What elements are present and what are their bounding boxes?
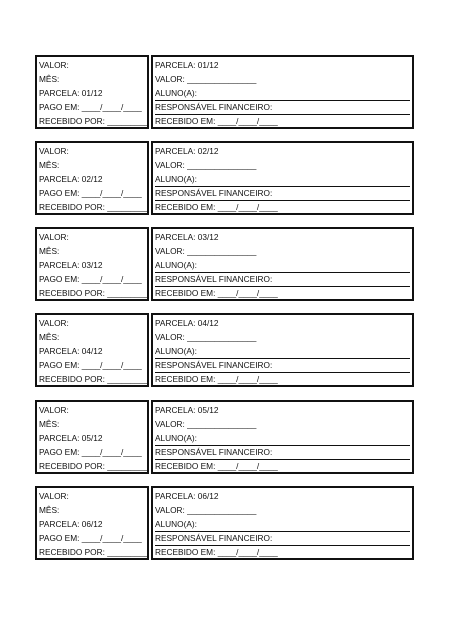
receipt-recebido-em-field: RECEBIDO EM: ____/____/____ [155, 374, 278, 384]
stub-mes-label: MÊS: [39, 419, 60, 429]
stub-recebido-por-field: RECEBIDO POR: _________ [39, 374, 149, 384]
stub-recebido-por-field: RECEBIDO POR: _________ [39, 461, 149, 471]
payment-slip [35, 400, 414, 474]
slip-receipt [151, 400, 414, 474]
receipt-parcela-label: PARCELA: 04/12 [155, 318, 219, 328]
receipt-aluno-field: ALUNO(A): [155, 258, 410, 273]
stub-pago-em-field: PAGO EM: ____/____/____ [39, 533, 142, 543]
stub-mes-label: MÊS: [39, 74, 60, 84]
receipt-valor-field: VALOR: _______________ [155, 419, 257, 429]
receipt-responsavel-field: RESPONSÁVEL FINANCEIRO: [155, 272, 410, 287]
payment-slip [35, 227, 414, 301]
receipt-parcela-label: PARCELA: 02/12 [155, 146, 219, 156]
receipt-responsavel-field: RESPONSÁVEL FINANCEIRO: [155, 531, 410, 546]
receipt-parcela-label: PARCELA: 01/12 [155, 60, 219, 70]
receipt-valor-field: VALOR: _______________ [155, 160, 257, 170]
stub-parcela-label: PARCELA: 03/12 [39, 260, 103, 270]
slip-receipt [151, 486, 414, 560]
receipt-responsavel-field: RESPONSÁVEL FINANCEIRO: [155, 186, 410, 201]
stub-valor-label: VALOR: [39, 491, 69, 501]
slip-stub [35, 227, 149, 301]
stub-pago-em-field: PAGO EM: ____/____/____ [39, 188, 142, 198]
receipt-recebido-em-field: RECEBIDO EM: ____/____/____ [155, 461, 278, 471]
slip-stub [35, 141, 149, 215]
receipt-responsavel-field: RESPONSÁVEL FINANCEIRO: [155, 445, 410, 460]
receipt-valor-field: VALOR: _______________ [155, 74, 257, 84]
receipt-parcela-label: PARCELA: 03/12 [155, 232, 219, 242]
payment-slip [35, 141, 414, 215]
receipt-aluno-field: ALUNO(A): [155, 86, 410, 101]
receipt-parcela-label: PARCELA: 05/12 [155, 405, 219, 415]
receipt-responsavel-field: RESPONSÁVEL FINANCEIRO: [155, 358, 410, 373]
stub-valor-label: VALOR: [39, 60, 69, 70]
stub-pago-em-field: PAGO EM: ____/____/____ [39, 274, 142, 284]
stub-recebido-por-field: RECEBIDO POR: _________ [39, 547, 149, 557]
slip-receipt [151, 227, 414, 301]
receipt-aluno-field: ALUNO(A): [155, 344, 410, 359]
slip-stub [35, 486, 149, 560]
slip-receipt [151, 313, 414, 387]
payment-slip [35, 486, 414, 560]
stub-parcela-label: PARCELA: 05/12 [39, 433, 103, 443]
receipt-aluno-field: ALUNO(A): [155, 431, 410, 446]
stub-valor-label: VALOR: [39, 146, 69, 156]
slip-stub [35, 400, 149, 474]
payment-slip [35, 313, 414, 387]
receipt-valor-field: VALOR: _______________ [155, 332, 257, 342]
stub-parcela-label: PARCELA: 01/12 [39, 88, 103, 98]
slip-receipt [151, 141, 414, 215]
receipt-parcela-label: PARCELA: 06/12 [155, 491, 219, 501]
stub-mes-label: MÊS: [39, 160, 60, 170]
receipt-valor-field: VALOR: _______________ [155, 505, 257, 515]
stub-pago-em-field: PAGO EM: ____/____/____ [39, 447, 142, 457]
stub-recebido-por-field: RECEBIDO POR: _________ [39, 288, 149, 298]
slip-stub [35, 55, 149, 129]
slip-receipt [151, 55, 414, 129]
stub-mes-label: MÊS: [39, 505, 60, 515]
stub-recebido-por-field: RECEBIDO POR: _________ [39, 202, 149, 212]
stub-valor-label: VALOR: [39, 405, 69, 415]
receipt-responsavel-field: RESPONSÁVEL FINANCEIRO: [155, 100, 410, 115]
receipt-aluno-field: ALUNO(A): [155, 517, 410, 532]
receipt-recebido-em-field: RECEBIDO EM: ____/____/____ [155, 202, 278, 212]
stub-pago-em-field: PAGO EM: ____/____/____ [39, 360, 142, 370]
receipt-valor-field: VALOR: _______________ [155, 246, 257, 256]
stub-valor-label: VALOR: [39, 232, 69, 242]
stub-parcela-label: PARCELA: 02/12 [39, 174, 103, 184]
receipt-recebido-em-field: RECEBIDO EM: ____/____/____ [155, 288, 278, 298]
receipt-recebido-em-field: RECEBIDO EM: ____/____/____ [155, 547, 278, 557]
receipt-aluno-field: ALUNO(A): [155, 172, 410, 187]
stub-parcela-label: PARCELA: 06/12 [39, 519, 103, 529]
stub-pago-em-field: PAGO EM: ____/____/____ [39, 102, 142, 112]
stub-parcela-label: PARCELA: 04/12 [39, 346, 103, 356]
stub-recebido-por-field: RECEBIDO POR: _________ [39, 116, 149, 126]
stub-valor-label: VALOR: [39, 318, 69, 328]
payment-slip [35, 55, 414, 129]
receipt-recebido-em-field: RECEBIDO EM: ____/____/____ [155, 116, 278, 126]
slip-stub [35, 313, 149, 387]
stub-mes-label: MÊS: [39, 246, 60, 256]
stub-mes-label: MÊS: [39, 332, 60, 342]
